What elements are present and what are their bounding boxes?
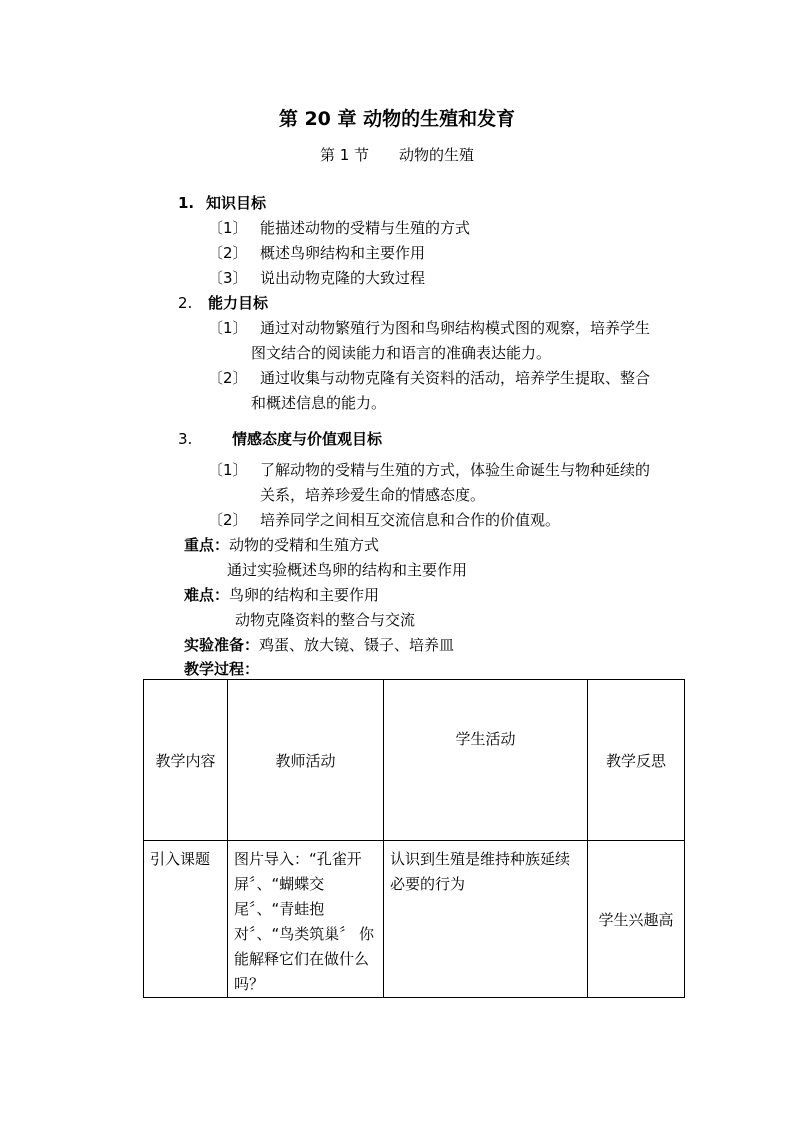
table-row xyxy=(144,841,685,998)
experiment-preparation xyxy=(184,635,454,655)
objective-item xyxy=(208,243,425,263)
objective-number: 1. xyxy=(178,194,195,212)
objective-item xyxy=(208,218,470,238)
cell-content xyxy=(144,841,228,998)
item-marker: 〔2〕 xyxy=(208,369,248,387)
item-text: 通过对动物繁殖行为图和鸟卵结构模式图的观察，培养学生 xyxy=(260,319,651,337)
section-name: 动物的生殖 xyxy=(399,146,475,164)
difficulties xyxy=(184,585,379,605)
cell-teacher xyxy=(228,841,384,998)
process-label: 教学过程： xyxy=(184,660,260,678)
objective-heading: 情感态度与价值观目标 xyxy=(232,430,383,448)
objective-heading: 能力目标 xyxy=(208,294,269,312)
key-points-line2: 通过实验概述鸟卵的结构和主要作用 xyxy=(227,561,468,579)
header-teacher: 教师活动 xyxy=(228,680,384,841)
cell-student-text: 认识到生殖是维持种族延续必要的行为 xyxy=(390,850,571,893)
objective-item xyxy=(208,368,650,388)
objective-item xyxy=(208,318,650,338)
item-text: 培养同学之间相互交流信息和合作的价值观。 xyxy=(260,511,561,529)
item-marker: 〔3〕 xyxy=(208,269,248,287)
objective-number: 2. xyxy=(178,294,193,312)
objective-item-continuation: 关系，培养珍爱生命的情感态度。 xyxy=(260,486,486,504)
item-text: 说出动物克隆的大致过程 xyxy=(260,269,426,287)
header-reflection: 教学反思 xyxy=(588,680,685,841)
difficulties-line1: 鸟卵的结构和主要作用 xyxy=(229,586,380,604)
key-points-line1: 动物的受精和生殖方式 xyxy=(229,536,380,554)
objective-heading-1 xyxy=(178,193,266,213)
preparation-sep: ： xyxy=(244,636,260,654)
objective-heading-2 xyxy=(178,293,268,313)
cell-content-text: 引入课题 xyxy=(150,850,211,868)
item-text: 通过收集与动物克隆有关资料的活动，培养学生提取、整合 xyxy=(260,369,651,387)
item-text: 能描述动物的受精与生殖的方式 xyxy=(260,219,471,237)
objective-item xyxy=(208,510,560,530)
objective-number: 3. xyxy=(178,430,193,448)
item-marker: 〔1〕 xyxy=(208,461,248,479)
objective-heading: 知识目标 xyxy=(206,194,267,212)
cell-reflection xyxy=(588,841,685,998)
item-text: 概述鸟卵结构和主要作用 xyxy=(260,244,426,262)
objective-item-continuation: 和概述信息的能力。 xyxy=(251,394,387,412)
header-content: 教学内容 xyxy=(144,680,228,841)
objective-item xyxy=(208,268,425,288)
section-subtitle xyxy=(0,144,794,165)
preparation-label: 实验准备 xyxy=(184,636,245,654)
teaching-process-table xyxy=(143,679,685,998)
key-points-label: 重点： xyxy=(184,536,230,554)
cell-reflection-text: 学生兴趣高 xyxy=(598,910,674,929)
difficulties-label: 难点： xyxy=(184,586,230,604)
item-marker: 〔2〕 xyxy=(208,511,248,529)
item-marker: 〔1〕 xyxy=(208,319,248,337)
key-points xyxy=(184,535,379,555)
item-marker: 〔1〕 xyxy=(208,219,248,237)
preparation-text: 鸡蛋、放大镜、镊子、培养皿 xyxy=(259,636,455,654)
difficulties-line2: 动物克隆资料的整合与交流 xyxy=(235,611,416,629)
table-header-row xyxy=(144,680,685,841)
chapter-title: 第 20 章 动物的生殖和发育 xyxy=(278,108,516,130)
cell-student xyxy=(384,841,588,998)
objective-item-continuation: 图文结合的阅读能力和语言的准确表达能力。 xyxy=(251,344,552,362)
item-marker: 〔2〕 xyxy=(208,244,248,262)
item-text: 了解动物的受精与生殖的方式，体验生命诞生与物种延续的 xyxy=(260,461,651,479)
header-student: 学生活动 xyxy=(384,680,588,841)
objective-heading-3 xyxy=(178,429,382,449)
objective-item xyxy=(208,460,650,480)
cell-teacher-text: 图片导入：“孔雀开屏〞、“蝴蝶交尾〞、“青蛙抱对〞、“鸟类筑巢〞 你能解释它们在做什么吗？ xyxy=(234,850,375,993)
section-number: 第 1 节 xyxy=(319,146,370,164)
